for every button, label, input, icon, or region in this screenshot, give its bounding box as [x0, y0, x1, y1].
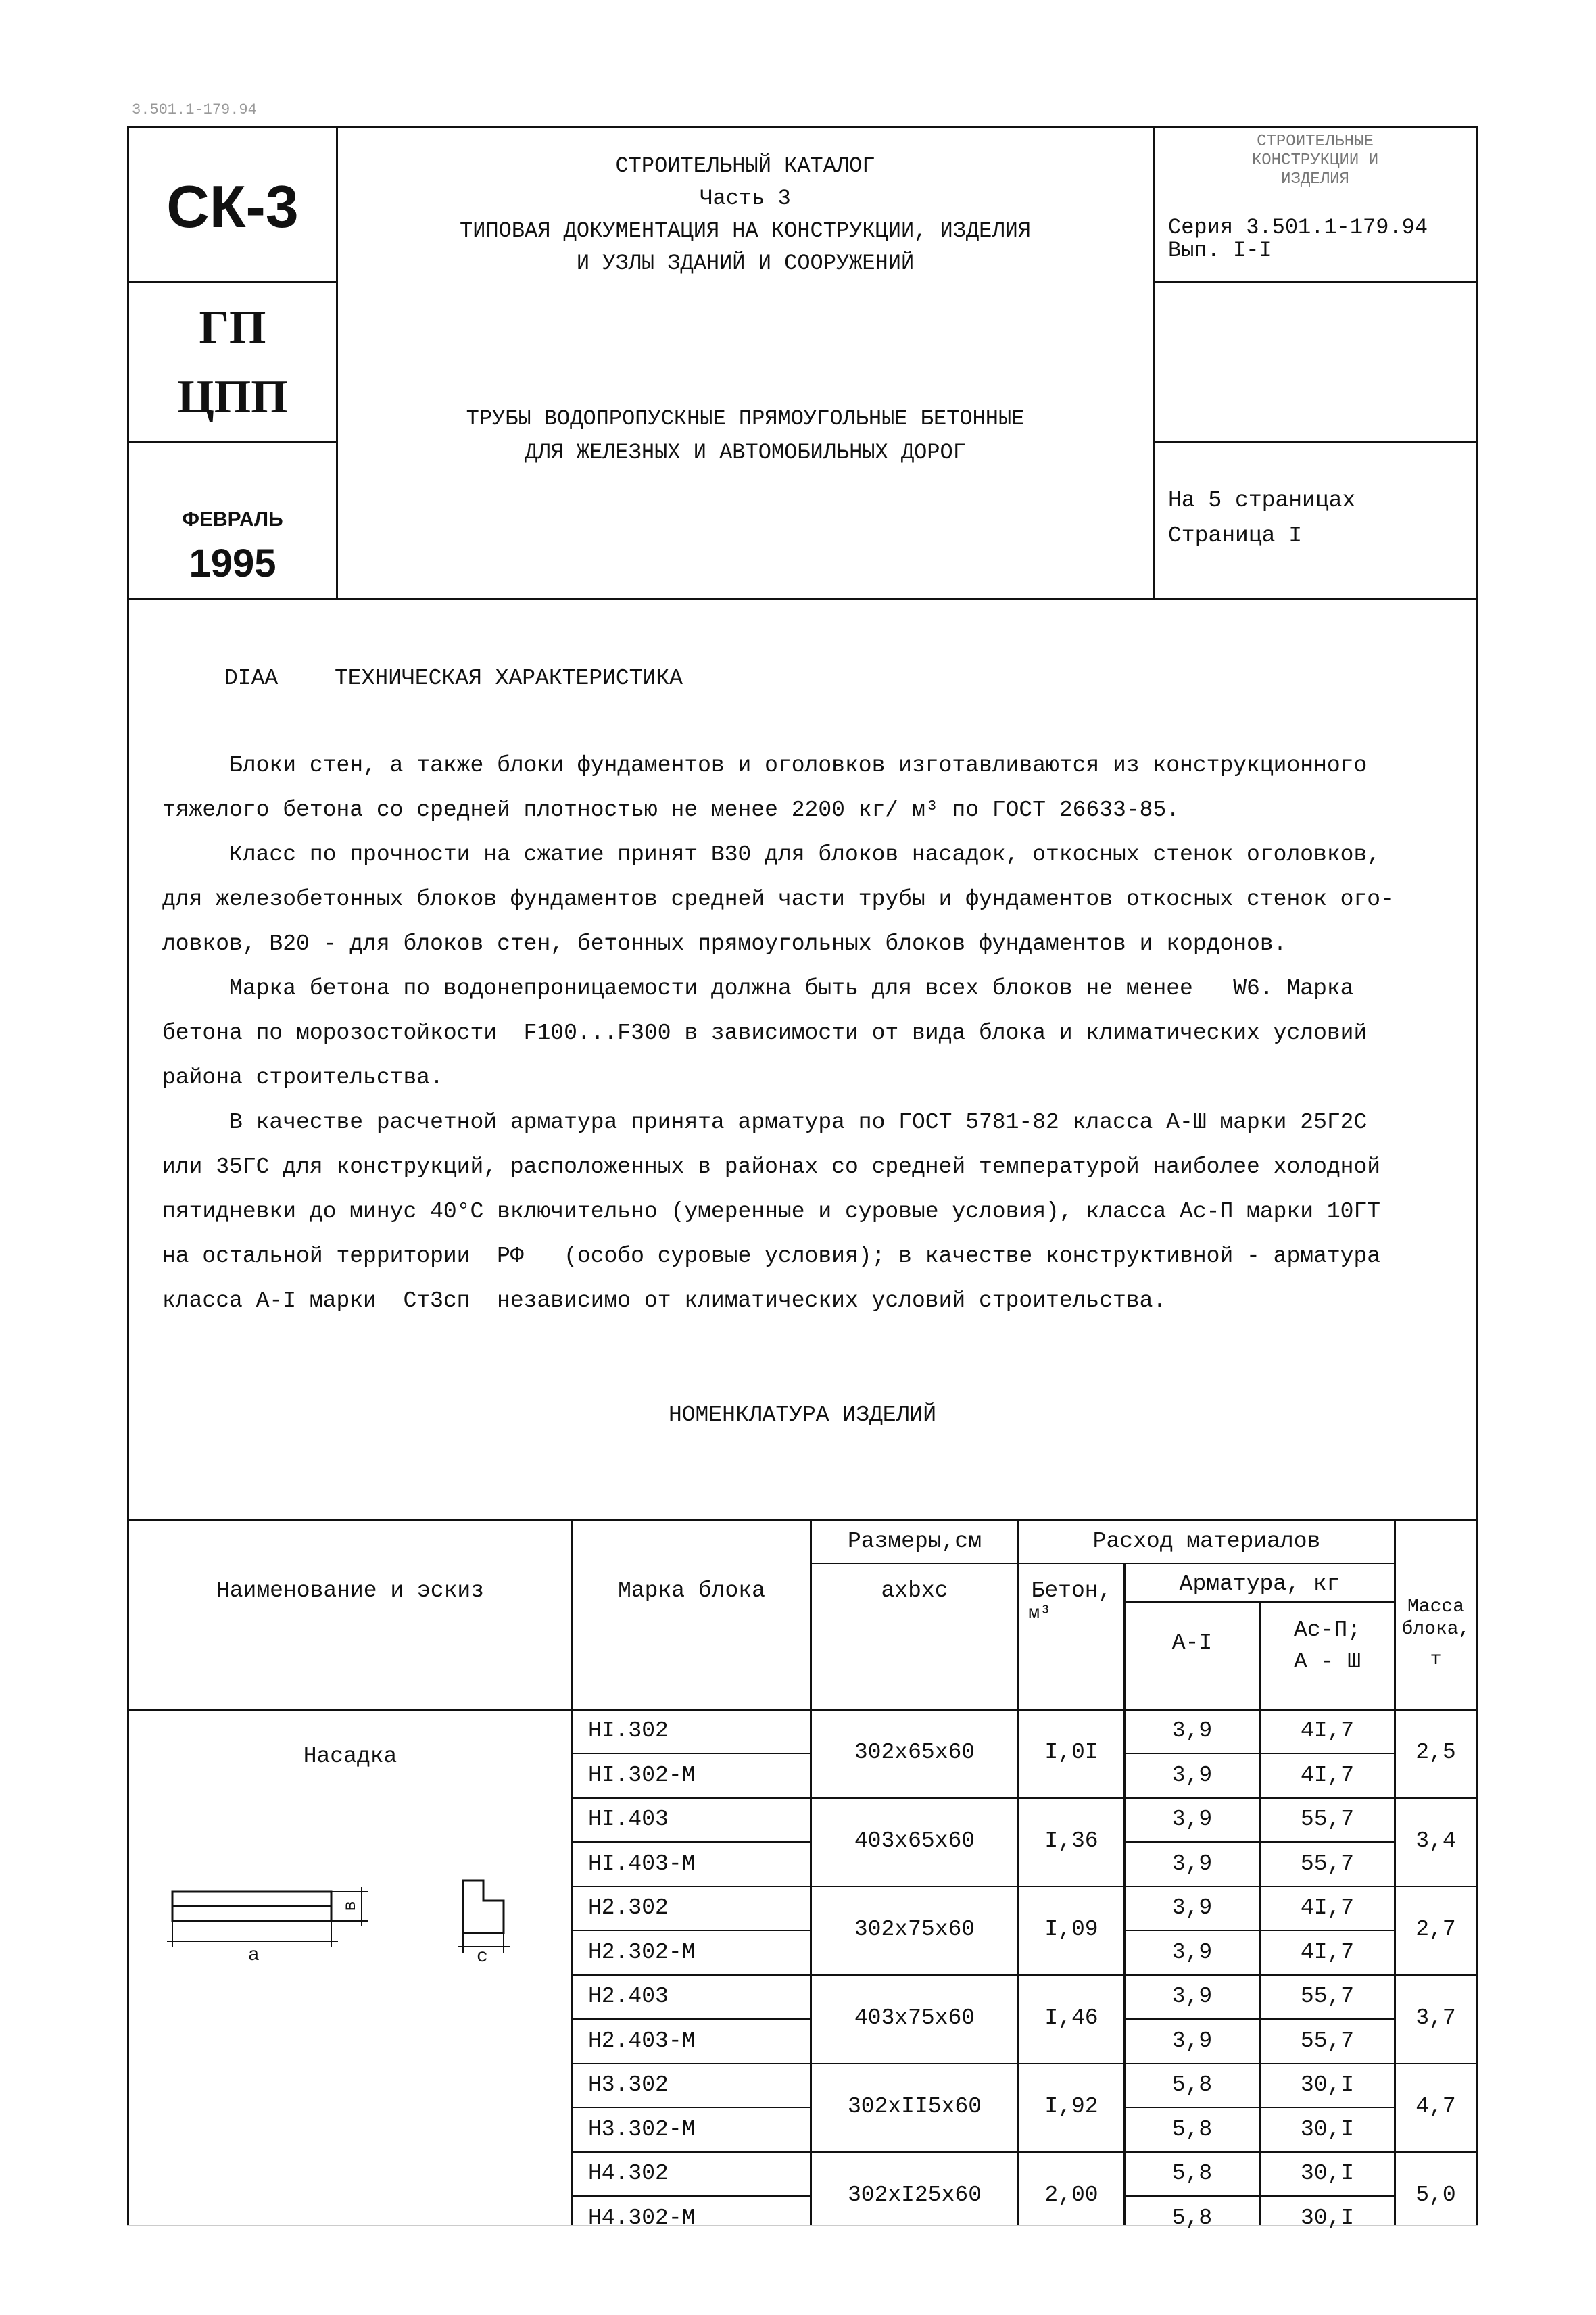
issue-label: Вып. I-I [1168, 238, 1272, 263]
section-code: DIAA [224, 666, 279, 691]
body-line: или 35ГС для конструкций, расположенных в районах со средней температурой наиболее холодной [162, 1154, 1381, 1179]
item-sketch [166, 1879, 544, 1977]
document-title [338, 402, 1153, 470]
block-mark: H3.302-M [588, 2116, 696, 2142]
block-mark: H2.403 [588, 1984, 669, 2009]
body-line: бетона по морозостойкости F100...F300 в зависимости от вида блока и климатических условий [162, 1021, 1368, 1046]
rebar-a2: 30,I [1300, 2116, 1355, 2142]
org-name-2: ЦПП [177, 371, 288, 423]
block-size: 403x75x60 [854, 2005, 975, 2030]
col-header-sizes-sub: axbxc [881, 1578, 948, 1603]
block-mass: 3,7 [1416, 2005, 1456, 2030]
body-line: пятидневки до минус 40°С включительно (умеренные и суровые условия), класса Ас-П марки 10ГТ [162, 1199, 1381, 1224]
block-mass: 3,4 [1416, 1828, 1456, 1853]
block-mass: 5,0 [1416, 2182, 1456, 2208]
rebar-a2: 4I,7 [1300, 1939, 1355, 1965]
catalog-line: Часть 3 [700, 186, 791, 211]
col-header-a3: А - Ш [1293, 1649, 1361, 1674]
concrete-volume: I,36 [1044, 1828, 1098, 1853]
col-header-mass-3: т [1430, 1649, 1442, 1670]
rebar-a2: 30,I [1300, 2205, 1355, 2231]
body-line: В качестве расчетной арматура принята арматура по ГОСТ 5781-82 класса А-Ш марки 25Г2С [162, 1110, 1368, 1135]
stamp-line: СТРОИТЕЛЬНЫЕ [1257, 132, 1374, 151]
block-size: 302x75x60 [854, 1916, 975, 1942]
col-header-materials: Расход материалов [1092, 1529, 1321, 1554]
rebar-a2: 4I,7 [1300, 1895, 1355, 1920]
block-mark: H4.302 [588, 2161, 669, 2186]
pages-count: На 5 страницах [1168, 488, 1356, 513]
body-line: Класс по прочности на сжатие принят В30 для блоков насадок, откосных стенок оголовков, [162, 842, 1381, 867]
block-mass: 2,5 [1416, 1739, 1456, 1765]
col-header-a1: А-I [1171, 1630, 1213, 1655]
rebar-a1: 3,9 [1171, 1984, 1213, 2009]
block-mass: 4,7 [1416, 2093, 1456, 2119]
col-header-a2: Ас-П; [1293, 1617, 1361, 1642]
rebar-a1: 3,9 [1171, 2028, 1213, 2053]
block-size: 302x65x60 [854, 1739, 975, 1765]
rebar-a1: 3,9 [1171, 1718, 1213, 1743]
block-mark: H3.302 [588, 2072, 669, 2097]
sketch-label-a: a [248, 1945, 260, 1966]
rebar-a2: 55,7 [1300, 1984, 1355, 2009]
issue-year: 1995 [189, 541, 276, 585]
block-mark: HI.302-M [588, 1762, 696, 1788]
rebar-a1: 3,9 [1171, 1762, 1213, 1788]
catalog-line: ТИПОВАЯ ДОКУМЕНТАЦИЯ НА КОНСТРУКЦИИ, ИЗДЕЛИЯ [460, 218, 1031, 243]
sketch-label-c: c [477, 1947, 488, 1968]
catalog-line: И УЗЛЫ ЗДАНИЙ И СООРУЖЕНИЙ [576, 251, 915, 276]
rebar-a1: 5,8 [1171, 2205, 1213, 2231]
block-mark: H2.302-M [588, 1939, 696, 1965]
block-mark: HI.403 [588, 1807, 669, 1832]
block-mark: HI.302 [588, 1718, 669, 1743]
page-number: Страница I [1168, 523, 1303, 548]
catalog-block [338, 150, 1153, 280]
item-name: Насадка [303, 1744, 397, 1769]
col-header-name: Наименование и эскиз [216, 1578, 485, 1603]
org-name-1: ГП [199, 301, 266, 354]
concrete-volume: 2,00 [1044, 2182, 1098, 2208]
rebar-a1: 3,9 [1171, 1807, 1213, 1832]
block-mark: H2.302 [588, 1895, 669, 1920]
rebar-a2: 55,7 [1300, 1807, 1355, 1832]
rebar-a2: 30,I [1300, 2072, 1355, 2097]
rebar-a2: 4I,7 [1300, 1762, 1355, 1788]
block-mark: H2.403-M [588, 2028, 696, 2053]
body-line: Марка бетона по водонепроницаемости должна быть для всех блоков не менее W6. Марка [162, 976, 1354, 1001]
block-mark: H4.302-M [588, 2205, 696, 2231]
rebar-a1: 3,9 [1171, 1851, 1213, 1876]
body-line: класса А-I марки Ст3сп независимо от климатических условий строительства. [162, 1288, 1167, 1313]
body-line: на остальной территории РФ (особо суровые условия); в качестве конструктивной - арматура [162, 1244, 1381, 1269]
body-line: Блоки стен, а также блоки фундаментов и оголовков изготавливаются из конструкционного [162, 753, 1368, 778]
block-size: 302xII5x60 [847, 2093, 982, 2119]
rebar-a2: 55,7 [1300, 1851, 1355, 1876]
body-line: района строительства. [162, 1065, 443, 1090]
rebar-a2: 55,7 [1300, 2028, 1355, 2053]
series-label: Серия 3.501.1-179.94 [1168, 215, 1428, 240]
top-note: 3.501.1-179.94 [132, 101, 257, 118]
body-line: тяжелого бетона со средней плотностью не менее 2200 кг/ м³ по ГОСТ 26633-85. [162, 798, 1180, 823]
catalog-line: СТРОИТЕЛЬНЫЙ КАТАЛОГ [615, 153, 875, 178]
col-header-mass: Масса [1407, 1597, 1464, 1617]
body-line: для железобетонных блоков фундаментов средней части трубы и фундаментов откосных стенок ого- [162, 887, 1394, 912]
stamp-line: ИЗДЕЛИЯ [1281, 170, 1349, 189]
block-size: 403x65x60 [854, 1828, 975, 1853]
rebar-a1: 5,8 [1171, 2072, 1213, 2097]
col-header-concrete: Бетон, [1031, 1578, 1112, 1603]
block-size: 302xI25x60 [847, 2182, 982, 2208]
stamp-line: КОНСТРУКЦИИ И [1251, 151, 1379, 170]
rebar-a1: 3,9 [1171, 1939, 1213, 1965]
title-line: ДЛЯ ЖЕЛЕЗНЫХ И АВТОМОБИЛЬНЫХ ДОРОГ [525, 440, 966, 465]
body-line: ловков, В20 - для блоков стен, бетонных прямоугольных блоков фундаментов и кордонов. [162, 931, 1287, 956]
col-header-concrete-unit: м³ [1028, 1603, 1051, 1624]
block-mark: HI.403-M [588, 1851, 696, 1876]
issue-month: ФЕВРАЛЬ [182, 508, 283, 531]
concrete-volume: I,46 [1044, 2005, 1098, 2030]
col-header-sizes: Размеры,см [847, 1529, 982, 1554]
rebar-a1: 5,8 [1171, 2161, 1213, 2186]
block-mass: 2,7 [1416, 1916, 1456, 1942]
nomenclature-title: НОМЕНКЛАТУРА ИЗДЕЛИЙ [668, 1403, 937, 1428]
concrete-volume: I,0I [1044, 1739, 1098, 1765]
col-header-rebar: Арматура, кг [1179, 1571, 1340, 1597]
col-header-mark: Марка блока [618, 1578, 765, 1603]
rebar-a1: 3,9 [1171, 1895, 1213, 1920]
section-title: ТЕХНИЧЕСКАЯ ХАРАКТЕРИСТИКА [335, 666, 683, 691]
catalog-code: СК-3 [166, 173, 299, 240]
rebar-a2: 30,I [1300, 2161, 1355, 2186]
title-line: ТРУБЫ ВОДОПРОПУСКНЫЕ ПРЯМОУГОЛЬНЫЕ БЕТОННЫЕ [466, 406, 1025, 431]
rebar-a1: 5,8 [1171, 2116, 1213, 2142]
rebar-a2: 4I,7 [1300, 1718, 1355, 1743]
concrete-volume: I,09 [1044, 1916, 1098, 1942]
sketch-label-b: в [339, 1901, 360, 1911]
col-header-mass-2: блока, [1401, 1619, 1470, 1640]
stamp-block [1155, 132, 1476, 189]
concrete-volume: I,92 [1044, 2093, 1098, 2119]
